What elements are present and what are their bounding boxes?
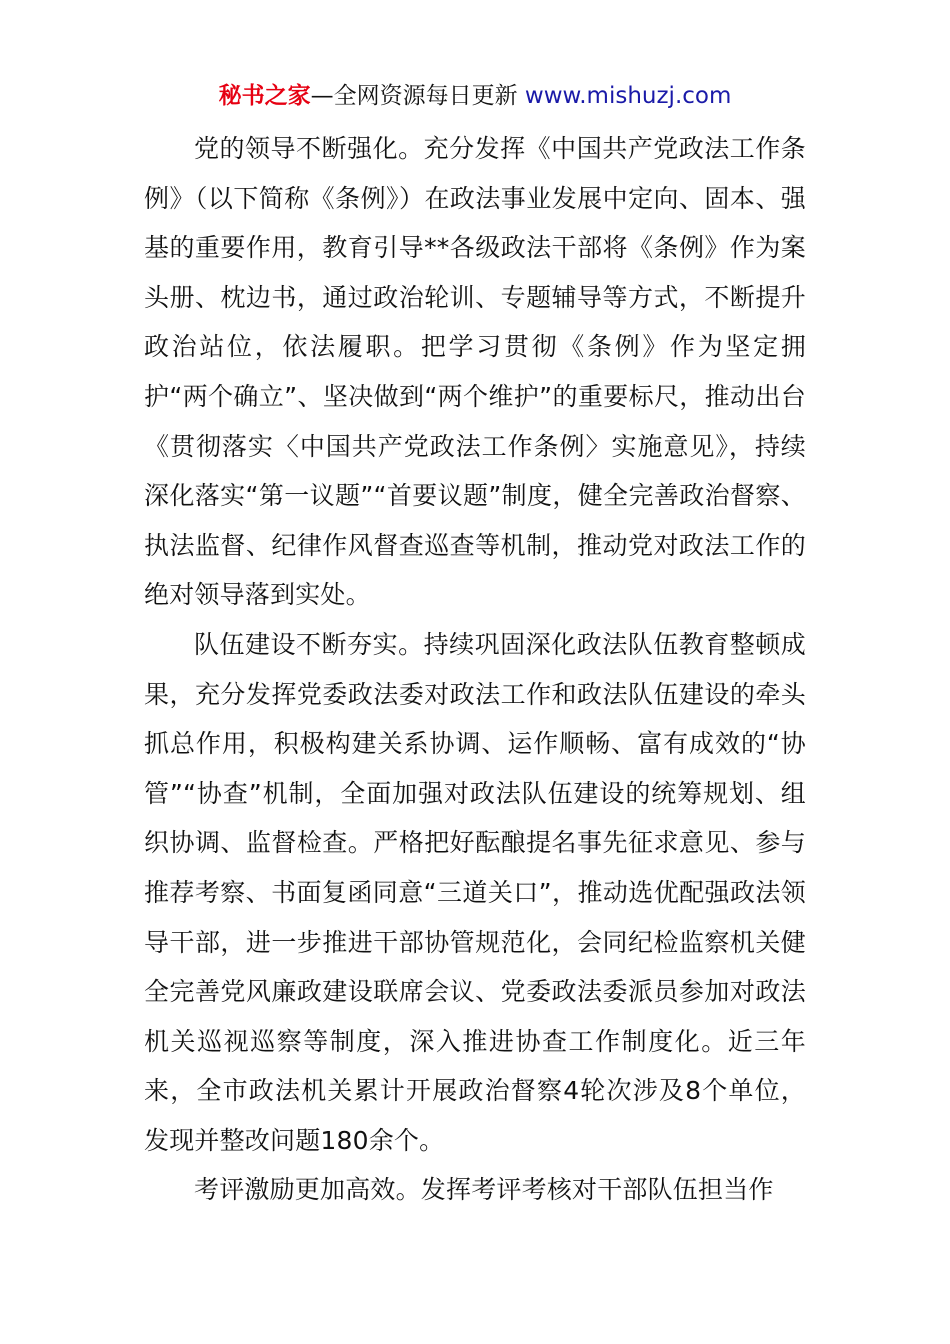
- site-brand: 秘书之家: [218, 83, 311, 109]
- paragraph-team-building: 队伍建设不断夯实。持续巩固深化政法队伍教育整顿成果，充分发挥党委政法委对政法工作和政法队伍建设的牵头抓总作用，积极构建关系协调、运作顺畅、富有成效的“协管”“协查”机制，全面加强对政法队伍建设的统筹规划、组织协调、监督检查。严格把好酝酿提名事先征求意见、参与推荐考察、书面复函同意“三道关口”，推动选优配强政法领导干部，进一步推进干部协管规范化，会同纪检监察机关健全完善党风廉政建设联席会议、党委政法委派员参加对政法机关巡视巡察等制度，深入推进协查工作制度化。近三年来，全市政法机关累计开展政治督察4轮次涉及8个单位，发现并整改问题180余个。: [144, 629, 806, 1155]
- document-body: [144, 124, 806, 1215]
- site-header: [0, 80, 950, 112]
- site-url-link[interactable]: www.mishuzj.com: [517, 83, 732, 109]
- site-tagline: —全网资源每日更新: [310, 83, 518, 109]
- paragraph-evaluation-incentive: 考评激励更加高效。发挥考评考核对干部队伍担当作: [194, 1175, 774, 1205]
- paragraph-party-leadership: 党的领导不断强化。充分发挥《中国共产党政法工作条例》（以下简称《条例》）在政法事业发展中定向、固本、强基的重要作用，教育引导**各级政法干部将《条例》作为案头册、枕边书，通过政治轮训、专题辅导等方式，不断提升政治站位，依法履职。把学习贯彻《条例》作为坚定拥护“两个确立”、坚决做到“两个维护”的重要标尺，推动出台《贯彻落实〈中国共产党政法工作条例〉实施意见》，持续深化落实“第一议题”“首要议题”制度，健全完善政治督察、执法监督、纪律作风督查巡查等机制，推动党对政法工作的绝对领导落到实处。: [144, 134, 806, 610]
